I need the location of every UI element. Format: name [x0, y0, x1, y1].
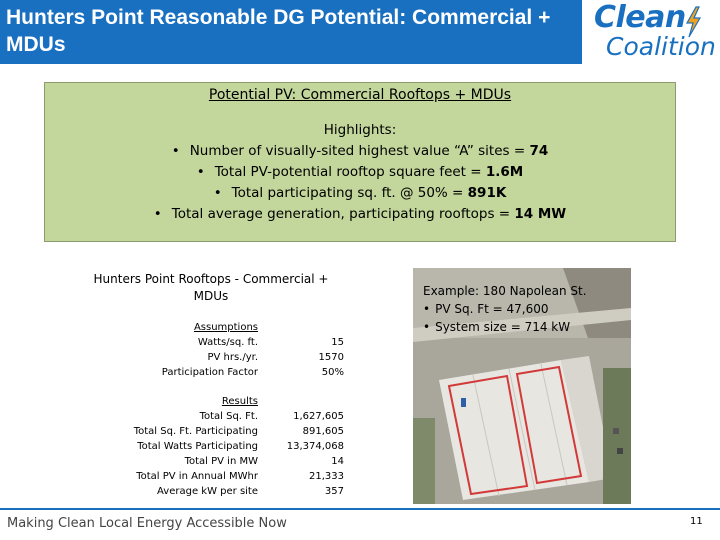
example-bullet: • PV Sq. Ft = 47,600 — [423, 302, 549, 316]
table-row-value: 891,605 — [302, 426, 344, 437]
highlights-box-title: Potential PV: Commercial Rooftops + MDUs — [208, 87, 512, 103]
highlights-label: Highlights: — [323, 122, 397, 138]
table-title: Hunters Point Rooftops - Commercial + MDUs — [93, 272, 329, 303]
table-row-label: Average kW per site — [157, 486, 258, 497]
highlight-bullet: • Total average generation, participating rooftops = 14 MW — [153, 206, 567, 222]
table-row-value: 13,374,068 — [286, 441, 344, 452]
example-bullet: • System size = 714 kW — [423, 320, 571, 334]
table-row-label: Participation Factor — [161, 367, 258, 378]
highlight-bullet: • Total PV-potential rooftop square feet = 1.6M — [196, 164, 524, 180]
table-row-label: Total Watts Participating — [137, 441, 258, 452]
table-row-label: PV hrs./yr. — [207, 352, 258, 363]
logo-coalition-text: Coalition — [606, 32, 716, 61]
highlights-box — [44, 82, 676, 242]
footer-tagline: Making Clean Local Energy Accessible Now — [7, 516, 287, 531]
footer-divider — [0, 508, 720, 510]
highlight-bullet: • Total participating sq. ft. @ 50% = 891K — [213, 185, 507, 201]
table-row-label: Total PV in MW — [184, 456, 258, 467]
highlight-bullet: • Number of visually-sited highest value “A” sites = 74 — [171, 143, 549, 159]
table-row-value: 1570 — [318, 352, 344, 363]
table-row-label: Total Sq. Ft. — [199, 411, 258, 422]
table-row-label: Total Sq. Ft. Participating — [133, 426, 258, 437]
clean-coalition-logo — [588, 2, 718, 64]
example-caption — [423, 282, 587, 336]
aerial-photo — [413, 268, 631, 504]
table-row-value: 14 — [331, 456, 344, 467]
table-row-label: Total PV in Annual MWhr — [136, 471, 258, 482]
table-row-value: 1,627,605 — [293, 411, 344, 422]
table-row-value: 50% — [321, 367, 344, 378]
page-number: 11 — [690, 516, 703, 527]
assumptions-header: Assumptions — [193, 322, 258, 333]
example-title: Example: 180 Napolean St. — [423, 284, 587, 298]
table-row-label: Watts/sq. ft. — [197, 337, 258, 348]
title-bar — [0, 0, 582, 64]
results-header: Results — [221, 396, 258, 407]
table-row-value: 21,333 — [309, 471, 344, 482]
table-row-value: 15 — [331, 337, 344, 348]
slide-title: Hunters Point Reasonable DG Potential: Commercial + MDUs — [6, 6, 551, 56]
table-row-value: 357 — [324, 486, 344, 497]
logo-clean-text: Clean — [594, 0, 686, 35]
